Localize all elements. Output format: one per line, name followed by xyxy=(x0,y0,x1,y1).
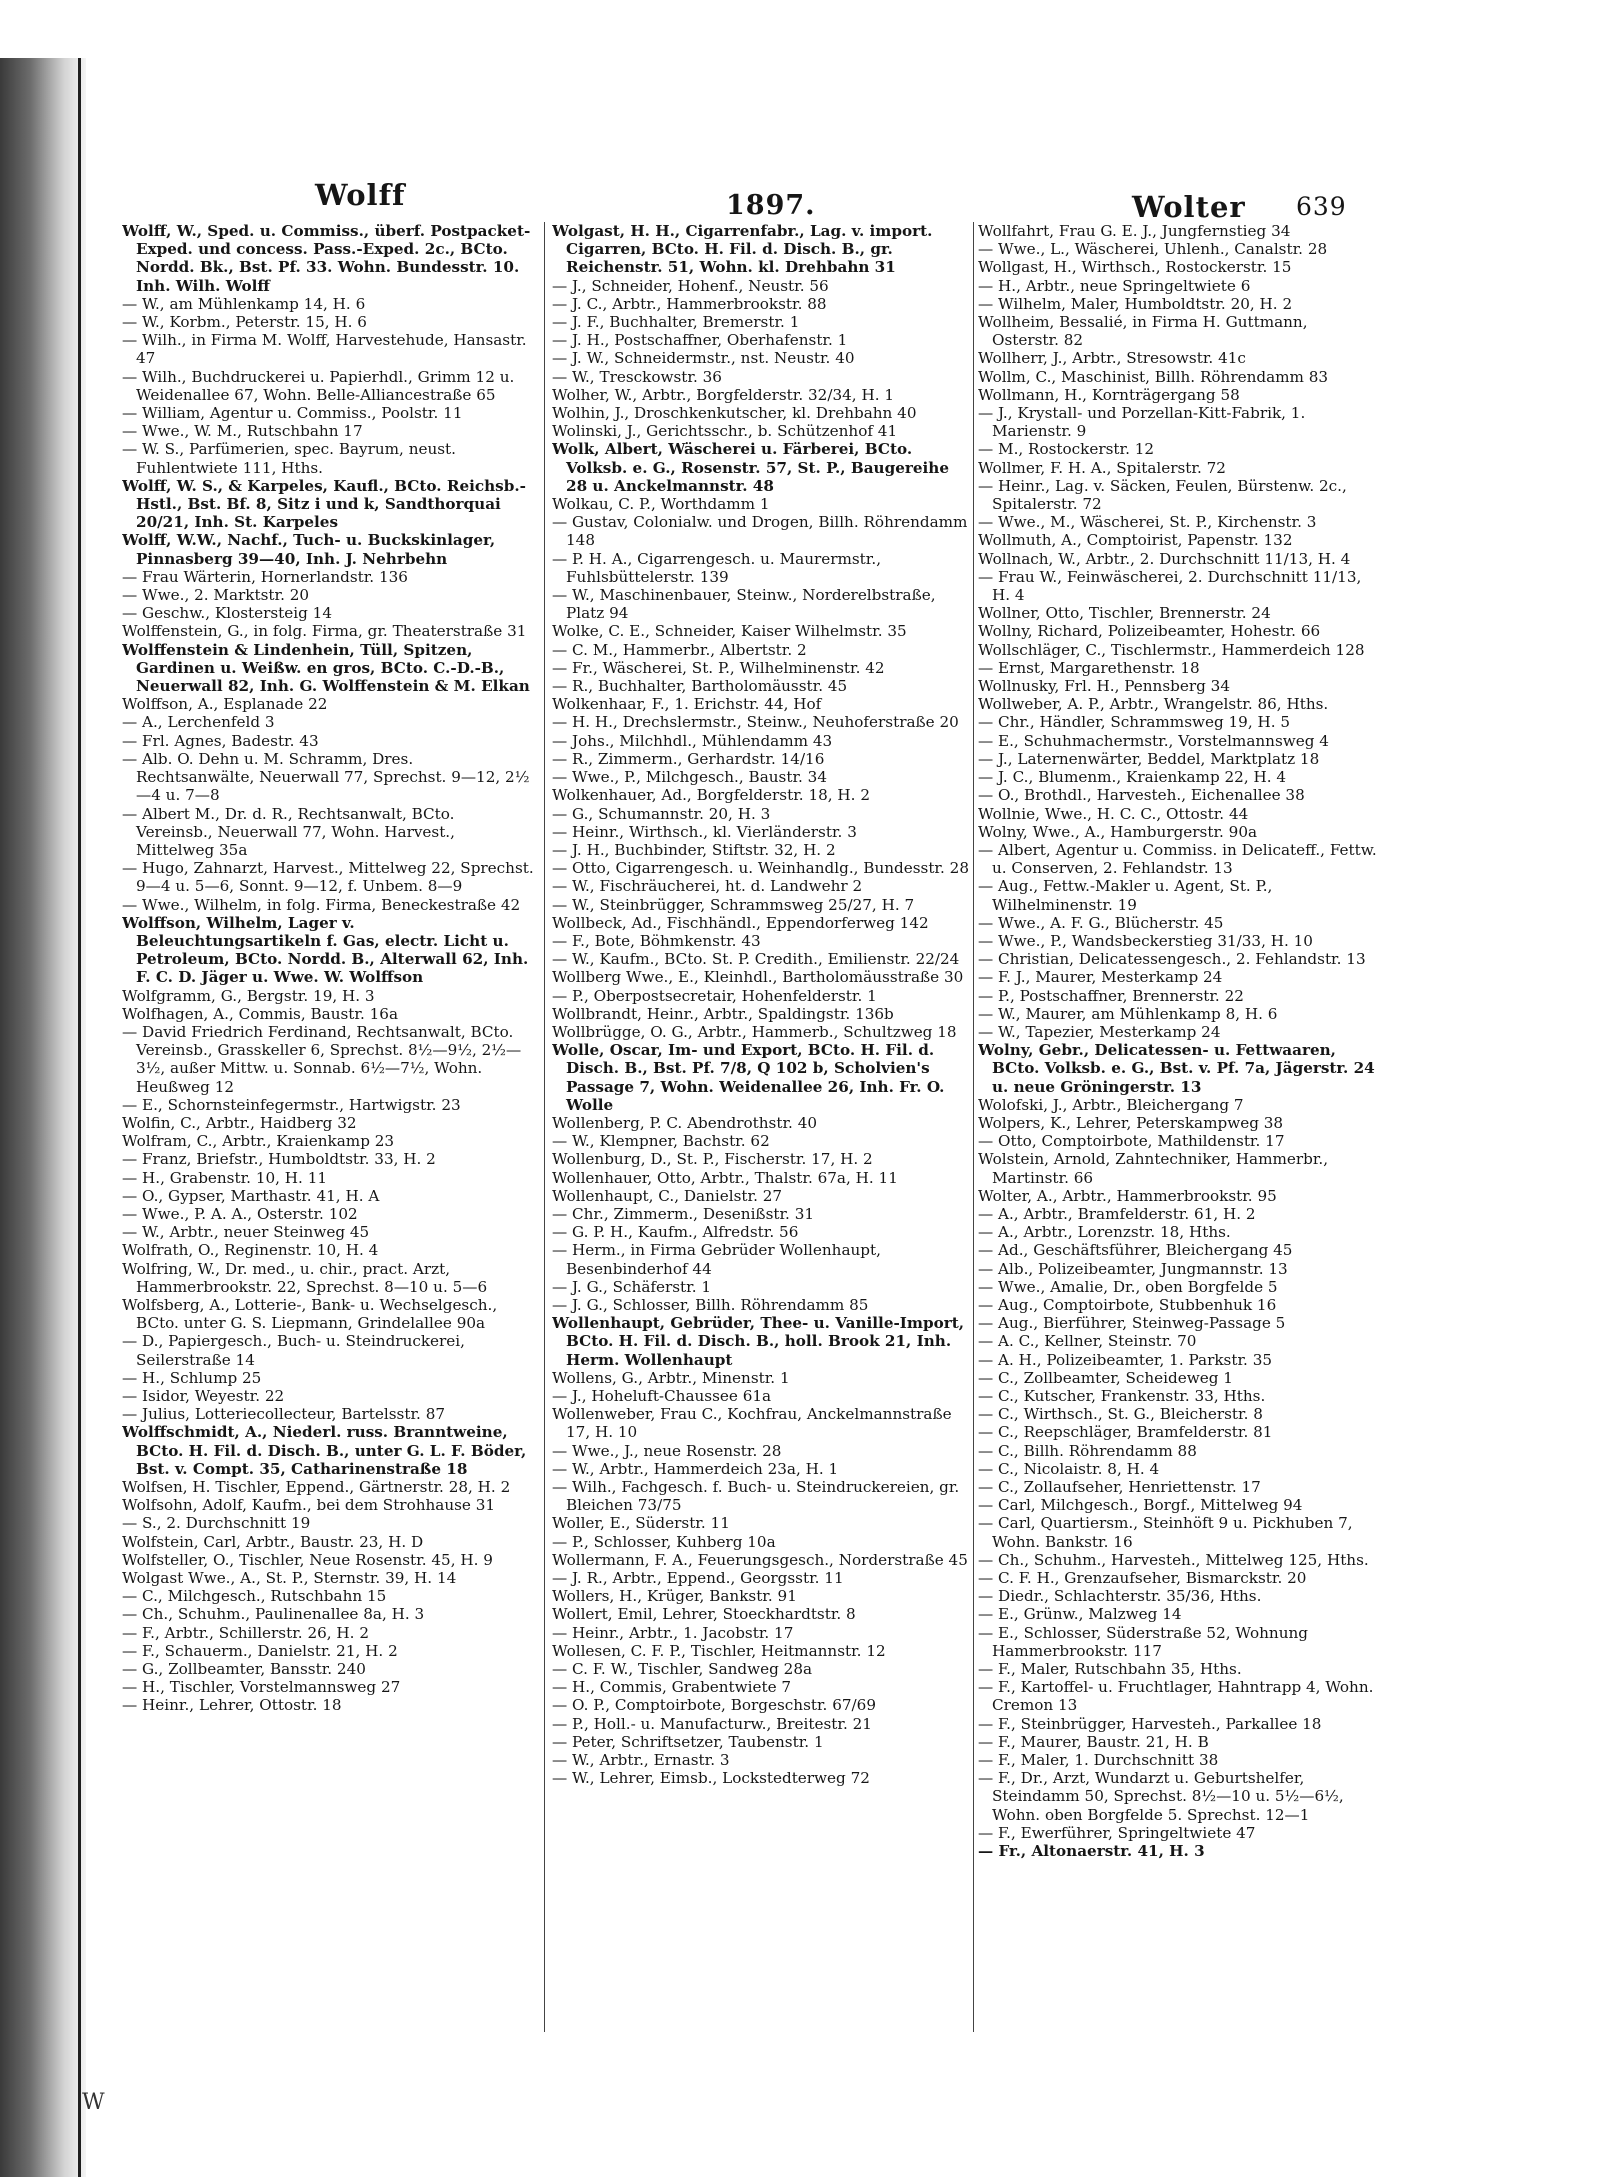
directory-entry: — Heinr., Arbtr., 1. Jacobstr. 17 xyxy=(552,1623,794,1642)
directory-entry: — Wwe., W. M., Rutschbahn 17 xyxy=(122,422,363,441)
directory-entry: — J. F., Buchhalter, Bremerstr. 1 xyxy=(552,313,800,332)
directory-entry: Wolny, Gebr., Delicatessen- u. Fettwaaren, BCto. Volksb. e. G., Bst. v. Pf. 7a, Jägerstr. 24 u. neue Gröningerstr. 13 xyxy=(978,1041,1375,1096)
directory-entry: — J., Hoheluft-Chaussee 61a xyxy=(552,1387,772,1405)
directory-entry: Wolfrath, O., Reginenstr. 10, H. 4 xyxy=(122,1241,379,1260)
directory-entry: Wolfsteller, O., Tischler, Neue Rosenstr. 45, H. 9 xyxy=(122,1550,493,1569)
directory-entry: Wolfsohn, Adolf, Kaufm., bei dem Strohhause 31 xyxy=(122,1496,496,1515)
directory-entry: — E., Grünw., Malzweg 14 xyxy=(978,1605,1182,1624)
directory-entry: — F., Maler, 1. Durchschnitt 38 xyxy=(978,1751,1219,1770)
directory-entry: — F., Dr., Arzt, Wundarzt u. Geburtshelfer, Steindamm 50, Sprechst. 8½—10 u. 5½—6½, Wohn. oben Borgfelde 5. Sprechst. 12—1 xyxy=(978,1769,1344,1824)
directory-entry: Wollenhaupt, C., Danielstr. 27 xyxy=(552,1186,783,1205)
directory-entry: Wollweber, A. P., Arbtr., Wrangelstr. 86, Hths. xyxy=(978,695,1329,714)
directory-entry: — E., Schlosser, Süderstraße 52, Wohnung Hammerbrookstr. 117 xyxy=(978,1623,1308,1660)
directory-entry: — F., Steinbrügger, Harvesteh., Parkallee 18 xyxy=(978,1714,1322,1733)
directory-entry: Wolff, W. S., & Karpeles, Kaufl., BCto. Reichsb.-Hstl., Bst. Bf. 8, Sitz i und k, Sandthorquai 20/21, Inh. St. Karpeles xyxy=(122,476,526,532)
directory-entry: — Aug., Comptoirbote, Stubbenhuk 16 xyxy=(978,1295,1277,1314)
directory-entry: — W., Arbtr., neuer Steinweg 45 xyxy=(122,1223,370,1242)
directory-entry: — Wwe., P., Wandsbeckerstieg 31/33, H. 10 xyxy=(978,931,1313,950)
directory-entry: Wolff, W., Sped. u. Commiss., überf. Postpacket-Exped. und concess. Pass.-Exped. 2c., BCto. Nordd. Bk., Bst. Pf. 33. Wohn. Bundesstr. 10. Inh. Wilh. Wolff xyxy=(122,222,531,295)
directory-entry: Wollnach, W., Arbtr., 2. Durchschnitt 11/13, H. 4 xyxy=(978,549,1351,568)
directory-entry: — W., Maurer, am Mühlenkamp 8, H. 6 xyxy=(978,1004,1278,1023)
directory-entry: — C., Nicolaistr. 8, H. 4 xyxy=(978,1459,1160,1478)
directory-entry: Wolfsen, H. Tischler, Eppend., Gärtnerstr. 28, H. 2 xyxy=(122,1478,511,1497)
binding-edge xyxy=(78,58,81,2177)
directory-entry: Wollbeck, Ad., Fischhändl., Eppendorferweg 142 xyxy=(552,913,929,932)
directory-entry: — A., Lerchenfeld 3 xyxy=(122,713,275,732)
directory-entry: — C. M., Hammerbr., Albertstr. 2 xyxy=(552,640,807,659)
directory-entry: Wolk, Albert, Wäscherei u. Färberei, BCto. Volksb. e. G., Rosenstr. 57, St. P., Baugereihe 28 u. Anckelmannstr. 48 xyxy=(552,440,950,495)
column-3 xyxy=(978,222,1378,2082)
directory-entry: — Isidor, Weyestr. 22 xyxy=(122,1387,285,1405)
page-number: 639 xyxy=(1296,192,1347,221)
directory-entry: Wolffschmidt, A., Niederl. russ. Branntweine, BCto. H. Fil. d. Disch. B., unter G. L. F. Böder, Bst. v. Compt. 35, Catharinenstraße 18 xyxy=(122,1423,527,1478)
directory-entry: Wollenburg, D., St. P., Fischerstr. 17, H. 2 xyxy=(552,1150,873,1169)
directory-entry: Woller, E., Süderstr. 11 xyxy=(552,1514,730,1533)
directory-entry: — C., Milchgesch., Rutschbahn 15 xyxy=(122,1587,387,1606)
directory-entry: Wollbrügge, O. G., Arbtr., Hammerb., Schultzweg 18 xyxy=(552,1022,957,1041)
directory-entry: — J. C., Blumenm., Kraienkamp 22, H. 4 xyxy=(978,768,1287,787)
directory-entry: — H., Tischler, Vorstelmannsweg 27 xyxy=(122,1678,401,1697)
directory-entry: — Wwe., 2. Marktstr. 20 xyxy=(122,586,310,605)
gutter-mark: W xyxy=(82,2090,105,2115)
directory-entry: — P. H. A., Cigarrengesch. u. Maurermstr., Fuhlsbüttelerstr. 139 xyxy=(552,549,882,586)
directory-entry: — Carl, Milchgesch., Borgf., Mittelweg 94 xyxy=(978,1496,1303,1515)
directory-entry: — S., 2. Durchschnitt 19 xyxy=(122,1514,311,1533)
directory-entry: Wollner, Otto, Tischler, Brennerstr. 24 xyxy=(978,604,1271,623)
directory-entry: — Herm., in Firma Gebrüder Wollenhaupt, Besenbinderhof 44 xyxy=(552,1241,881,1278)
directory-entry: — A. C., Kellner, Steinstr. 70 xyxy=(978,1332,1197,1351)
directory-entry: — Ad., Geschäftsführer, Bleichergang 45 xyxy=(978,1241,1293,1260)
directory-entry: Wolgast, H. H., Cigarrenfabr., Lag. v. import. Cigarren, BCto. H. Fil. d. Disch. B., gr. Reichenstr. 51, Wohn. kl. Drehbahn 31 xyxy=(552,222,933,277)
directory-entry: Wollm, C., Maschinist, Billh. Röhrendamm 83 xyxy=(978,367,1329,386)
directory-entry: — F., Ewerführer, Springeltwiete 47 xyxy=(978,1823,1256,1842)
directory-entry: Wollnusky, Frl. H., Pennsberg 34 xyxy=(978,677,1230,696)
directory-entry: — G. P. H., Kaufm., Alfredstr. 56 xyxy=(552,1223,799,1242)
directory-entry: — F. J., Maurer, Mesterkamp 24 xyxy=(978,968,1223,987)
directory-entry: Wollenhauer, Otto, Arbtr., Thalstr. 67a, H. 11 xyxy=(552,1168,898,1187)
directory-entry: — H., Grabenstr. 10, H. 11 xyxy=(122,1168,328,1187)
directory-entry: Wolffson, A., Esplanade 22 xyxy=(122,695,328,714)
directory-entry: — H., Commis, Grabentwiete 7 xyxy=(552,1678,792,1697)
directory-entry: Wolher, W., Arbtr., Borgfelderstr. 32/34, H. 1 xyxy=(552,385,895,404)
directory-entry: — W., Korbm., Peterstr. 15, H. 6 xyxy=(122,313,367,332)
directory-entry: — F., Schauerm., Danielstr. 21, H. 2 xyxy=(122,1641,398,1660)
directory-entry: — William, Agentur u. Commiss., Poolstr. 11 xyxy=(122,404,463,423)
directory-entry: Wolinski, J., Gerichtsschr., b. Schützenhof 41 xyxy=(552,422,898,441)
directory-entry: — Wwe., M., Wäscherei, St. P., Kirchenstr. 3 xyxy=(978,513,1317,532)
left-catchword: Wolff xyxy=(315,178,406,212)
column-rule-1 xyxy=(544,222,545,2032)
directory-entry: — Geschw., Klostersteig 14 xyxy=(122,604,333,623)
directory-entry: — J. H., Buchbinder, Stiftstr. 32, H. 2 xyxy=(552,840,836,859)
directory-entry: — C., Reepschläger, Bramfelderstr. 81 xyxy=(978,1423,1273,1442)
directory-entry: — C., Kutscher, Frankenstr. 33, Hths. xyxy=(978,1387,1266,1405)
directory-entry: — F., Arbtr., Schillerstr. 26, H. 2 xyxy=(122,1623,369,1642)
directory-entry: — Ernst, Margarethenstr. 18 xyxy=(978,658,1200,677)
directory-entry: — Diedr., Schlachterstr. 35/36, Hths. xyxy=(978,1587,1262,1606)
directory-entry: — W., Klempner, Bachstr. 62 xyxy=(552,1132,770,1151)
directory-entry: — Wwe., P., Milchgesch., Baustr. 34 xyxy=(552,768,828,787)
directory-entry: — Peter, Schriftsetzer, Taubenstr. 1 xyxy=(552,1732,824,1751)
directory-entry: — G., Zollbeamter, Bansstr. 240 xyxy=(122,1660,366,1679)
directory-entry: Wollherr, J., Arbtr., Stresowstr. 41c xyxy=(978,349,1246,368)
directory-entry: — H. H., Drechslermstr., Steinw., Neuhoferstraße 20 xyxy=(552,713,959,732)
directory-entry: Wolfram, C., Arbtr., Kraienkamp 23 xyxy=(122,1132,395,1151)
directory-entry: Wolfhagen, A., Commis, Baustr. 16a xyxy=(122,1004,399,1023)
directory-entry: — Heinr., Lag. v. Säcken, Feulen, Bürstenw. 2c., Spitalerstr. 72 xyxy=(978,476,1347,514)
directory-entry: — C., Zollaufseher, Henriettenstr. 17 xyxy=(978,1478,1261,1497)
directory-entry: — Wwe., Wilhelm, in folg. Firma, Beneckestraße 42 xyxy=(122,895,521,914)
directory-entry: — Wilh., in Firma M. Wolff, Harvestehude, Hansastr. 47 xyxy=(122,331,527,368)
directory-entry: — Fr., Wäscherei, St. P., Wilhelminenstr. 42 xyxy=(552,658,885,677)
directory-entry: — Aug., Bierführer, Steinweg-Passage 5 xyxy=(978,1314,1286,1333)
directory-entry: — W., Maschinenbauer, Steinw., Norderelbstraße, Platz 94 xyxy=(552,586,936,623)
directory-entry: Wollgast, H., Wirthsch., Rostockerstr. 15 xyxy=(978,258,1292,277)
directory-entry: — Franz, Briefstr., Humboldtstr. 33, H. 2 xyxy=(122,1150,436,1169)
directory-entry: — J., Krystall- und Porzellan-Kitt-Fabrik, 1. Marienstr. 9 xyxy=(978,404,1306,441)
directory-entry: Wollny, Richard, Polizeibeamter, Hohestr. 66 xyxy=(978,622,1321,641)
directory-entry: Wollesen, C. F. P., Tischler, Heitmannstr. 12 xyxy=(552,1641,886,1660)
directory-entry: — W., Kaufm., BCto. St. P. Credith., Emilienstr. 22/24 xyxy=(552,950,960,969)
directory-entry: Wolpers, K., Lehrer, Peterskampweg 38 xyxy=(978,1113,1284,1132)
directory-entry: — J. W., Schneidermstr., nst. Neustr. 40 xyxy=(552,349,855,368)
directory-entry: Wolkenhaar, F., 1. Erichstr. 44, Hof xyxy=(552,695,822,714)
column-rule-2 xyxy=(973,222,974,2032)
directory-entry: — Hugo, Zahnarzt, Harvest., Mittelweg 22, Sprechst. 9—4 u. 5—6, Sonnt. 9—12, f. Unbem. 8—9 xyxy=(122,859,534,896)
directory-entry: Wollmer, F. H. A., Spitalerstr. 72 xyxy=(978,458,1226,477)
directory-entry: — H., Arbtr., neue Springeltwiete 6 xyxy=(978,276,1251,295)
directory-entry: — Alb. O. Dehn u. M. Schramm, Dres. Rechtsanwälte, Neuerwall 77, Sprechst. 9—12, 2½—4 u. 7—8 xyxy=(122,749,530,805)
directory-entry: Wollens, G., Arbtr., Minenstr. 1 xyxy=(552,1368,790,1387)
directory-entry: — Frau W., Feinwäscherei, 2. Durchschnitt 11/13, H. 4 xyxy=(978,567,1362,605)
directory-entry: — R., Zimmerm., Gerhardstr. 14/16 xyxy=(552,749,825,768)
directory-entry: — O., Gypser, Marthastr. 41, H. A xyxy=(122,1186,380,1205)
directory-entry: — Albert, Agentur u. Commiss. in Delicateff., Fettw. u. Conserven, 2. Fehlandstr. 13 xyxy=(978,840,1377,878)
directory-entry: — C. F. W., Tischler, Sandweg 28a xyxy=(552,1660,813,1679)
directory-entry: — W., am Mühlenkamp 14, H. 6 xyxy=(122,294,366,313)
directory-entry: Wolffenstein & Lindenhein, Tüll, Spitzen, Gardinen u. Weißw. en gros, BCto. C.-D.-B., Neuerwall 82, Inh. G. Wolffenstein & M. Elkan xyxy=(122,640,530,696)
directory-entry: Wolkau, C. P., Worthdamm 1 xyxy=(552,495,770,514)
directory-entry: — Carl, Quartiersm., Steinhöft 9 u. Pickhuben 7, Wohn. Bankstr. 16 xyxy=(978,1514,1353,1551)
directory-entry: Wolfstein, Carl, Arbtr., Baustr. 23, H. D xyxy=(122,1532,424,1551)
directory-entry: — Heinr., Lehrer, Ottostr. 18 xyxy=(122,1696,342,1715)
directory-entry: Wollenweber, Frau C., Kochfrau, Anckelmannstraße 17, H. 10 xyxy=(552,1405,952,1442)
directory-entry: — J., Schneider, Hohenf., Neustr. 56 xyxy=(552,276,829,295)
directory-entry: — O. P., Comptoirbote, Borgeschstr. 67/69 xyxy=(552,1696,876,1715)
directory-entry: — A. H., Polizeibeamter, 1. Parkstr. 35 xyxy=(978,1350,1273,1369)
directory-entry: — P., Holl.- u. Manufacturw., Breitestr. 21 xyxy=(552,1714,872,1733)
directory-entry: — J. C., Arbtr., Hammerbrookstr. 88 xyxy=(552,294,827,313)
directory-entry: Wollermann, F. A., Feuerungsgesch., Norderstraße 45 xyxy=(552,1550,968,1569)
directory-entry: — Heinr., Wirthsch., kl. Vierländerstr. 3 xyxy=(552,822,857,841)
directory-entry: — Wwe., A. F. G., Blücherstr. 45 xyxy=(978,913,1224,932)
directory-entry: — David Friedrich Ferdinand, Rechtsanwalt, BCto. Vereinsb., Grasskeller 6, Sprechst. 8½—9½, 2½—3½, außer Mittw. u. Sonnab. 6½—7½, Wohn. Heußweg 12 xyxy=(122,1022,522,1096)
directory-entry: — J. G., Schlosser, Billh. Röhrendamm 85 xyxy=(552,1295,869,1314)
directory-entry: Wolke, C. E., Schneider, Kaiser Wilhelmstr. 35 xyxy=(552,622,907,641)
directory-entry: — P., Oberpostsecretair, Hohenfelderstr. 1 xyxy=(552,986,877,1005)
column-1 xyxy=(122,222,534,2082)
directory-entry: — F., Kartoffel- u. Fruchtlager, Hahntrapp 4, Wohn. Cremon 13 xyxy=(978,1678,1374,1715)
directory-entry: — P., Postschaffner, Brennerstr. 22 xyxy=(978,986,1244,1005)
directory-entry: Wollmann, H., Kornträgergang 58 xyxy=(978,385,1240,404)
directory-entry: Wollenhaupt, Gebrüder, Thee- u. Vanille-Import, BCto. H. Fil. d. Disch. B., holl. Brook 21, Inh. Herm. Wollenhaupt xyxy=(552,1314,965,1369)
directory-entry: — Otto, Comptoirbote, Mathildenstr. 17 xyxy=(978,1132,1285,1151)
directory-entry: — Fr., Altonaerstr. 41, H. 3 xyxy=(978,1842,1205,1861)
directory-entry: — C., Zollbeamter, Scheideweg 1 xyxy=(978,1368,1233,1387)
directory-entry: — A., Arbtr., Lorenzstr. 18, Hths. xyxy=(978,1223,1231,1242)
directory-entry: Wollmuth, A., Comptoirist, Papenstr. 132 xyxy=(978,531,1293,550)
directory-entry: Wollert, Emil, Lehrer, Stoeckhardtstr. 8 xyxy=(552,1605,856,1624)
directory-entry: — Wwe., P. A. A., Osterstr. 102 xyxy=(122,1204,358,1223)
directory-entry: Wolfring, W., Dr. med., u. chir., pract. Arzt, Hammerbrookstr. 22, Sprechst. 8—10 u. 5—6 xyxy=(122,1259,488,1296)
page-header xyxy=(0,172,1600,224)
directory-entry: Wolfgramm, G., Bergstr. 19, H. 3 xyxy=(122,986,375,1005)
page-year: 1897. xyxy=(726,190,816,221)
directory-entry: — R., Buchhalter, Bartholomäusstr. 45 xyxy=(552,677,848,696)
directory-entry: — J. H., Postschaffner, Oberhafenstr. 1 xyxy=(552,331,848,350)
directory-entry: — D., Papiergesch., Buch- u. Steindruckerei, Seilerstraße 14 xyxy=(122,1332,465,1369)
column-2 xyxy=(552,222,970,2082)
directory-entry: — W., Steinbrügger, Schrammsweg 25/27, H. 7 xyxy=(552,895,915,914)
directory-entry: — C., Billh. Röhrendamm 88 xyxy=(978,1441,1197,1460)
directory-entry: — Ch., Schuhm., Harvesteh., Mittelweg 125, Hths. xyxy=(978,1550,1369,1569)
directory-entry: Wollschläger, C., Tischlermstr., Hammerdeich 128 xyxy=(978,640,1365,659)
directory-entry: — Frl. Agnes, Badestr. 43 xyxy=(122,731,319,750)
directory-entry: — C., Wirthsch., St. G., Bleicherstr. 8 xyxy=(978,1405,1263,1424)
directory-entry: — W., Fischräucherei, ht. d. Landwehr 2 xyxy=(552,877,863,896)
directory-entry: — Wwe., Amalie, Dr., oben Borgfelde 5 xyxy=(978,1277,1278,1296)
directory-entry: — J. R., Arbtr., Eppend., Georgsstr. 11 xyxy=(552,1569,844,1588)
directory-entry: Wollenberg, P. C. Abendrothstr. 40 xyxy=(552,1113,818,1132)
directory-entry: Wolff, W.W., Nachf., Tuch- u. Buckskinlager, Pinnasberg 39—40, Inh. J. Nehrbehn xyxy=(122,531,496,568)
directory-entry: — H., Schlump 25 xyxy=(122,1368,262,1387)
directory-entry: Wollbrandt, Heinr., Arbtr., Spaldingstr. 136b xyxy=(552,1004,894,1023)
directory-entry: — Wwe., L., Wäscherei, Uhlenh., Canalstr. 28 xyxy=(978,240,1328,259)
directory-entry: — M., Rostockerstr. 12 xyxy=(978,440,1155,459)
directory-entry: Wolle, Oscar, Im- und Export, BCto. H. Fil. d. Disch. B., Bst. Pf. 7/8, Q 102 b, Scholvien's Passage 7, Wohn. Weidenallee 26, Inh. Fr. O. Wolle xyxy=(552,1041,945,1114)
directory-entry: — F., Bote, Böhmkenstr. 43 xyxy=(552,931,761,950)
binding-gutter xyxy=(0,58,86,2177)
directory-entry: Wolkenhauer, Ad., Borgfelderstr. 18, H. 2 xyxy=(552,786,870,805)
directory-entry: — E., Schornsteinfegermstr., Hartwigstr. 23 xyxy=(122,1095,461,1114)
directory-entry: — F., Maurer, Baustr. 21, H. B xyxy=(978,1732,1209,1751)
directory-entry: Wollnie, Wwe., H. C. C., Ottostr. 44 xyxy=(978,804,1249,823)
directory-entry: — E., Schuhmachermstr., Vorstelmannsweg 4 xyxy=(978,731,1329,750)
directory-entry: — W., Arbtr., Ernastr. 3 xyxy=(552,1751,730,1770)
directory-entry: — Gustav, Colonialw. und Drogen, Billh. Röhrendamm 148 xyxy=(552,513,968,550)
directory-entry: Wollers, H., Krüger, Bankstr. 91 xyxy=(552,1587,797,1606)
directory-entry: — Chr., Händler, Schrammsweg 19, H. 5 xyxy=(978,713,1291,732)
directory-entry: — Frau Wärterin, Hornerlandstr. 136 xyxy=(122,567,408,586)
directory-entry: Wolffenstein, G., in folg. Firma, gr. Theaterstraße 31 xyxy=(122,622,527,641)
directory-entry: — Chr., Zimmerm., Desenißstr. 31 xyxy=(552,1204,815,1223)
right-catchword: Wolter xyxy=(1132,190,1246,224)
directory-entry: Wolofski, J., Arbtr., Bleichergang 7 xyxy=(978,1095,1244,1114)
directory-entry: — W. S., Parfümerien, spec. Bayrum, neust. Fuhlentwiete 111, Hths. xyxy=(122,440,456,477)
directory-entry: Wolfsberg, A., Lotterie-, Bank- u. Wechselgesch., BCto. unter G. S. Liepmann, Grindelallee 90a xyxy=(122,1295,498,1333)
directory-entry: — J. G., Schäferstr. 1 xyxy=(552,1277,712,1296)
directory-entry: — W., Tapezier, Mesterkamp 24 xyxy=(978,1022,1221,1041)
directory-entry: — Albert M., Dr. d. R., Rechtsanwalt, BCto. Vereinsb., Neuerwall 77, Wohn. Harvest., Mittelweg 35a xyxy=(122,804,455,859)
directory-entry: — Wilhelm, Maler, Humboldtstr. 20, H. 2 xyxy=(978,294,1293,313)
directory-entry: — Wilh., Fachgesch. f. Buch- u. Steindruckereien, gr. Bleichen 73/75 xyxy=(552,1478,960,1515)
directory-entry: Wollheim, Bessalié, in Firma H. Guttmann, Osterstr. 82 xyxy=(978,313,1308,350)
directory-entry: — Julius, Lotteriecollecteur, Bartelsstr. 87 xyxy=(122,1405,446,1424)
directory-entry: — P., Schlosser, Kuhberg 10a xyxy=(552,1532,776,1551)
directory-entry: — W., Tresckowstr. 36 xyxy=(552,367,722,386)
directory-entry: Wolhin, J., Droschkenkutscher, kl. Drehbahn 40 xyxy=(552,404,917,423)
directory-entry: — A., Arbtr., Bramfelderstr. 61, H. 2 xyxy=(978,1204,1256,1223)
directory-entry: Wolny, Wwe., A., Hamburgerstr. 90a xyxy=(978,822,1258,841)
directory-entry: Wolter, A., Arbtr., Hammerbrookstr. 95 xyxy=(978,1186,1277,1205)
directory-entry: — Alb., Polizeibeamter, Jungmannstr. 13 xyxy=(978,1259,1288,1278)
directory-entry: — Ch., Schuhm., Paulinenallee 8a, H. 3 xyxy=(122,1605,425,1624)
directory-entry: Wolffson, Wilhelm, Lager v. Beleuchtungsartikeln f. Gas, electr. Licht u. Petroleum, BCto. Nordd. B., Alterwall 62, Inh. F. C. D. Jäger u. Wwe. W. Wolffson xyxy=(122,913,529,987)
directory-entry: Wolgast Wwe., A., St. P., Sternstr. 39, H. 14 xyxy=(122,1569,457,1588)
directory-entry: Wolstein, Arnold, Zahntechniker, Hammerbr., Martinstr. 66 xyxy=(978,1150,1329,1187)
directory-entry: Wollfahrt, Frau G. E. J., Jungfernstieg 34 xyxy=(978,222,1291,240)
directory-entry: — W., Lehrer, Eimsb., Lockstedterweg 72 xyxy=(552,1769,870,1788)
directory-entry: — G., Schumannstr. 20, H. 3 xyxy=(552,804,771,823)
directory-entry: — W., Arbtr., Hammerdeich 23a, H. 1 xyxy=(552,1459,839,1478)
directory-entry: — F., Maler, Rutschbahn 35, Hths. xyxy=(978,1660,1242,1679)
directory-entry: — Johs., Milchhdl., Mühlendamm 43 xyxy=(552,731,833,750)
directory-entry: — Christian, Delicatessengesch., 2. Fehlandstr. 13 xyxy=(978,950,1366,969)
directory-entry: — J., Laternenwärter, Beddel, Marktplatz 18 xyxy=(978,749,1320,768)
directory-entry: — Wilh., Buchdruckerei u. Papierhdl., Grimm 12 u. Weidenallee 67, Wohn. Belle-Alliancestraße 65 xyxy=(122,367,515,404)
directory-entry: — O., Brothdl., Harvesteh., Eichenallee 38 xyxy=(978,786,1305,805)
directory-entry: — Otto, Cigarrengesch. u. Weinhandlg., Bundesstr. 28 xyxy=(552,859,969,878)
directory-entry: — Aug., Fettw.-Makler u. Agent, St. P., Wilhelminenstr. 19 xyxy=(978,877,1273,914)
directory-entry: — C. F. H., Grenzaufseher, Bismarckstr. 20 xyxy=(978,1569,1307,1588)
directory-entry: Wollberg Wwe., E., Kleinhdl., Bartholomäusstraße 30 xyxy=(552,968,964,987)
directory-entry: — Wwe., J., neue Rosenstr. 28 xyxy=(552,1441,782,1460)
directory-entry: Wolfin, C., Arbtr., Haidberg 32 xyxy=(122,1113,357,1132)
